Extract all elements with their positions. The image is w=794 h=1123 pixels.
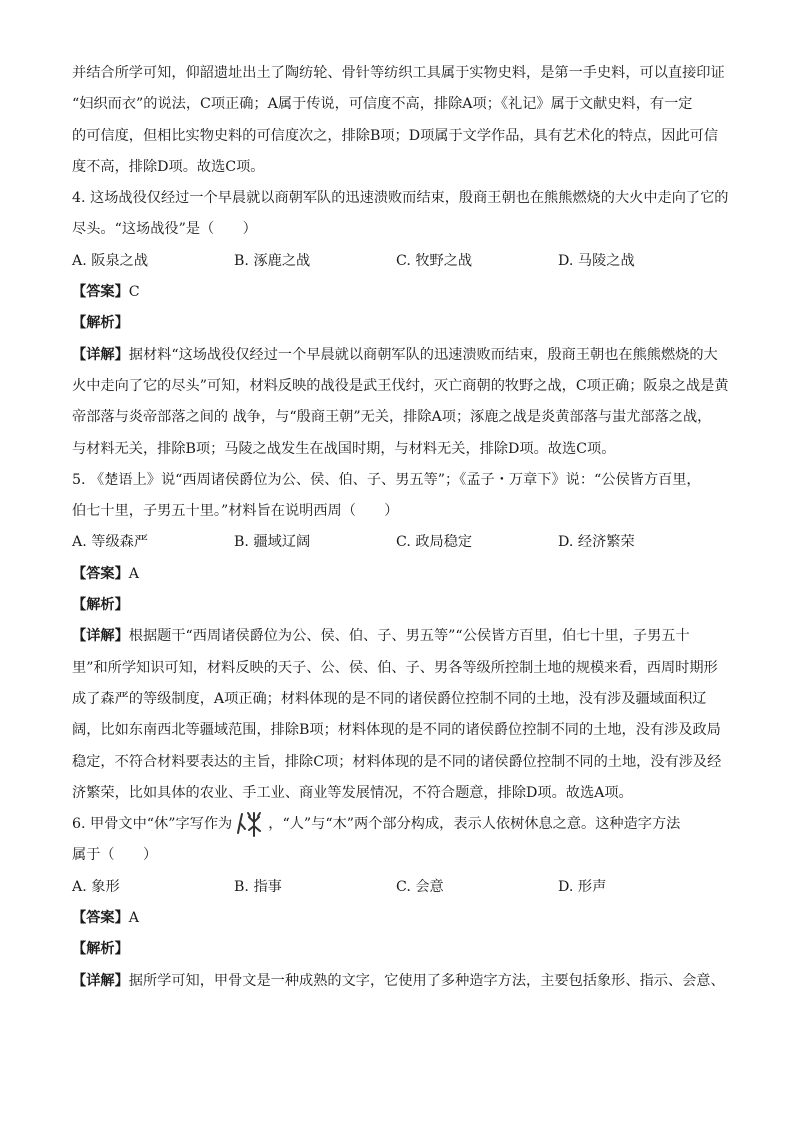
analysis-tag: 【解析】: [72, 941, 129, 958]
text-line: 度不高，排除D项。故选C项。: [72, 158, 265, 175]
text-line: [72, 809, 722, 840]
stem-text: 6. 甲骨文中“休”字写作为: [72, 816, 233, 833]
option-c: C. 牧野之战: [396, 252, 473, 269]
text-line: 济繁荣，比如具体的农业、手工业、商业等发展情况，不符合题意，排除D项。故选A项。: [72, 784, 633, 801]
text-line: 属于（ ）: [72, 847, 158, 864]
answer-line: [72, 559, 722, 590]
question-5: [72, 465, 722, 809]
text-line: 里”和所学知识可知，材料反映的天子、公、侯、伯、子、男各等级所控制土地的规模来看，西周时期形: [72, 659, 718, 676]
oracle-bone-xiu-glyph-icon: [236, 811, 264, 837]
option-d: D. 形声: [558, 878, 607, 895]
answer-value: A: [128, 910, 140, 927]
text-line: 稳定，不符合材料要表达的主旨，排除C项；材料体现的是不同的诸侯爵位控制不同的土地，没有涉及经: [72, 753, 722, 770]
option-b: B. 指事: [234, 878, 282, 895]
question-4: [72, 183, 729, 465]
text-line: 的可信度，但相比实物史料的可信度次之，排除B项；D项属于文学作品，具有艺术化的特点，因此可信: [72, 127, 719, 144]
answer-tag: 【答案】: [72, 284, 129, 301]
analysis-line: [72, 308, 722, 339]
question-stem: [72, 465, 722, 528]
option-c: C. 政局稳定: [396, 534, 473, 551]
q3-explanation-tail: [72, 58, 725, 183]
text-line: 成了森严的等级制度，A项正确；材料体现的是不同的诸侯爵位控制不同的土地，没有涉及疆域面积辽: [72, 690, 707, 707]
detail-tag: 【详解】: [72, 972, 129, 989]
option-d: D. 经济繁荣: [558, 534, 635, 551]
detail-block: [72, 621, 722, 809]
analysis-line: [72, 934, 722, 965]
text-line: 5. 《楚语上》说“西周诸侯爵位为公、侯、伯、子、男五等”；《孟子・万章下》说：“公侯皆方百里，: [72, 471, 701, 488]
question-6: [72, 809, 725, 997]
question-stem: [72, 809, 722, 872]
analysis-tag: 【解析】: [72, 315, 129, 332]
text-line: 伯七十里，子男五十里。”材料旨在说明西周（ ）: [72, 503, 399, 520]
text-line: [72, 621, 722, 652]
detail-tag: 【详解】: [72, 346, 129, 363]
analysis-tag: 【解析】: [72, 597, 129, 614]
detail-block: [72, 340, 729, 465]
detail-text: 据所学可知，甲骨文是一种成熟的文字，它使用了多种造字方法，主要包括象形、指示、会意、: [128, 972, 725, 989]
option-b: B. 涿鹿之战: [234, 252, 311, 269]
option-a: A. 等级森严: [72, 534, 149, 551]
detail-text: 据材料“这场战役仅经过一个早晨就以商朝军队的迅速溃败而结束，殷商王朝也在熊熊燃烧的大: [128, 346, 718, 363]
text-line: “妇织而衣”的说法，C项正确；A属于传说，可信度不高，排除A项；《礼记》属于文献史料，有一定: [72, 96, 693, 113]
text-line: 尽头。“这场战役”是（ ）: [72, 221, 257, 238]
text-line: 并结合所学可知，仰韶遗址出土了陶纺轮、骨针等纺织工具属于实物史料，是第一手史料，可以直接印证: [72, 65, 725, 81]
option-c: C. 会意: [396, 878, 444, 895]
document-page: [72, 58, 729, 997]
options-row: [72, 527, 722, 558]
detail-text: 根据题干“西周诸侯爵位为公、侯、伯、子、男五等”“公侯皆方百里，伯七十里，子男五十: [128, 628, 690, 645]
text-line: 4. 这场战役仅经过一个早晨就以商朝军队的迅速溃败而结束，殷商王朝也在熊熊燃烧的大火中走向了它的: [72, 190, 729, 207]
text-line: [72, 340, 722, 371]
text-line: 火中走向了它的尽头”可知，材料反映的战役是武王伐纣，灭亡商朝的牧野之战，C项正确；阪泉之战是黄: [72, 377, 729, 394]
text-line: 帝部落与炎帝部落之间的 战争，与“殷商王朝”无关，排除A项；涿鹿之战是炎黄部落与蚩尤部落之战，: [72, 409, 712, 426]
answer-value: A: [128, 565, 140, 582]
options-row: [72, 872, 722, 903]
analysis-line: [72, 590, 722, 621]
text-line: 阔，比如东南西北等疆域范围，排除B项；材料体现的是不同的诸侯爵位控制不同的土地，没有涉及政局: [72, 722, 721, 739]
text-line: [72, 966, 725, 997]
answer-value: C: [128, 284, 140, 301]
detail-tag: 【详解】: [72, 628, 129, 645]
stem-text: ，“人”与“木”两个部分构成，表示人依树休息之意。这种造字方法: [268, 816, 681, 833]
answer-line: [72, 903, 722, 934]
detail-block: [72, 966, 725, 997]
option-a: A. 象形: [72, 878, 120, 895]
answer-tag: 【答案】: [72, 565, 129, 582]
option-d: D. 马陵之战: [558, 252, 635, 269]
answer-line: [72, 277, 722, 308]
text-line: 与材料无关，排除B项；马陵之战发生在战国时期，与材料无关，排除D项。故选C项。: [72, 440, 616, 457]
question-stem: [72, 183, 729, 246]
option-b: B. 疆域辽阔: [234, 534, 311, 551]
option-a: A. 阪泉之战: [72, 252, 149, 269]
options-row: [72, 246, 722, 277]
answer-tag: 【答案】: [72, 910, 129, 927]
